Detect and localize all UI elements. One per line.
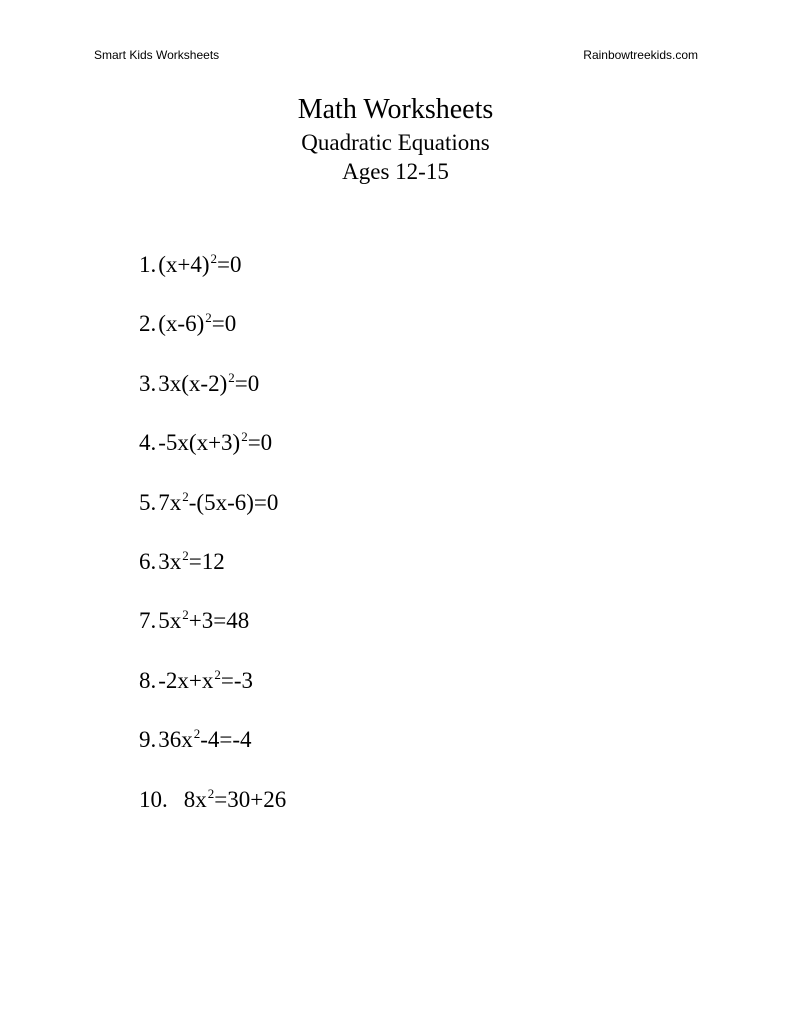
- equation-exponent: 2: [207, 785, 215, 801]
- problem-item: [139, 248, 286, 307]
- page-title: Math Worksheets: [297, 94, 494, 125]
- problem-number: 9.: [139, 727, 157, 753]
- problem-item: [139, 604, 286, 663]
- problem-item: [139, 426, 286, 485]
- equation-base: 3x: [158, 548, 182, 574]
- equation-base: 8x: [183, 786, 207, 812]
- problem-number: 3.: [139, 370, 157, 396]
- equation-rest: -4=-4: [200, 727, 252, 753]
- equation-rest: =0: [247, 430, 273, 456]
- equation-exponent: 2: [193, 726, 201, 742]
- equation-base: -2x+x: [158, 667, 214, 693]
- equation-rest: =30+26: [214, 786, 287, 812]
- problem-number: 8.: [139, 667, 157, 693]
- problem-item: [139, 664, 286, 723]
- equation-exponent: 2: [210, 251, 218, 266]
- equation-exponent: 2: [241, 429, 248, 445]
- equation-exponent: 2: [182, 547, 189, 563]
- equation-exponent: 2: [228, 369, 235, 385]
- equation-base: 36x: [158, 727, 193, 753]
- equation-rest: =0: [211, 311, 237, 337]
- header-site-url: Rainbowtreekids.com: [583, 48, 698, 62]
- title-block: [0, 92, 791, 186]
- equation-rest: =0: [217, 252, 242, 277]
- equation-rest: =12: [188, 548, 225, 574]
- problem-item: [139, 783, 286, 842]
- equation-base: 3x(x-2): [158, 370, 228, 396]
- problem-number: 2.: [139, 311, 157, 337]
- equation-rest: -(5x-6)=0: [188, 489, 279, 515]
- equation-exponent: 2: [182, 607, 189, 623]
- problem-item: [139, 486, 286, 545]
- equation-base: -5x(x+3): [158, 430, 241, 456]
- page-subtitle: Quadratic Equations: [301, 130, 490, 155]
- age-range: Ages 12-15: [342, 159, 449, 184]
- problem-item: [139, 545, 286, 604]
- problem-item: [139, 723, 286, 782]
- equation-base: 7x: [158, 489, 182, 515]
- problem-item: [139, 307, 286, 366]
- equation-exponent: 2: [214, 666, 221, 682]
- equation-base: (x-6): [158, 311, 205, 337]
- problem-number: 7.: [139, 608, 157, 634]
- equation-rest: +3=48: [188, 608, 250, 634]
- problem-number: 1.: [139, 252, 157, 277]
- problem-item: [139, 367, 286, 426]
- problem-number: 10.: [139, 786, 168, 812]
- equation-exponent: 2: [205, 310, 212, 326]
- equation-base: (x+4): [158, 252, 210, 277]
- header-site-name: Smart Kids Worksheets: [94, 48, 220, 62]
- problem-number: 5.: [139, 489, 157, 515]
- equation-base: 5x: [158, 608, 182, 634]
- problem-number: 4.: [139, 430, 157, 456]
- equation-exponent: 2: [182, 488, 189, 504]
- problem-number: 6.: [139, 548, 157, 574]
- equation-rest: =0: [234, 370, 260, 396]
- equation-rest: =-3: [220, 667, 254, 693]
- problem-list: [139, 248, 286, 842]
